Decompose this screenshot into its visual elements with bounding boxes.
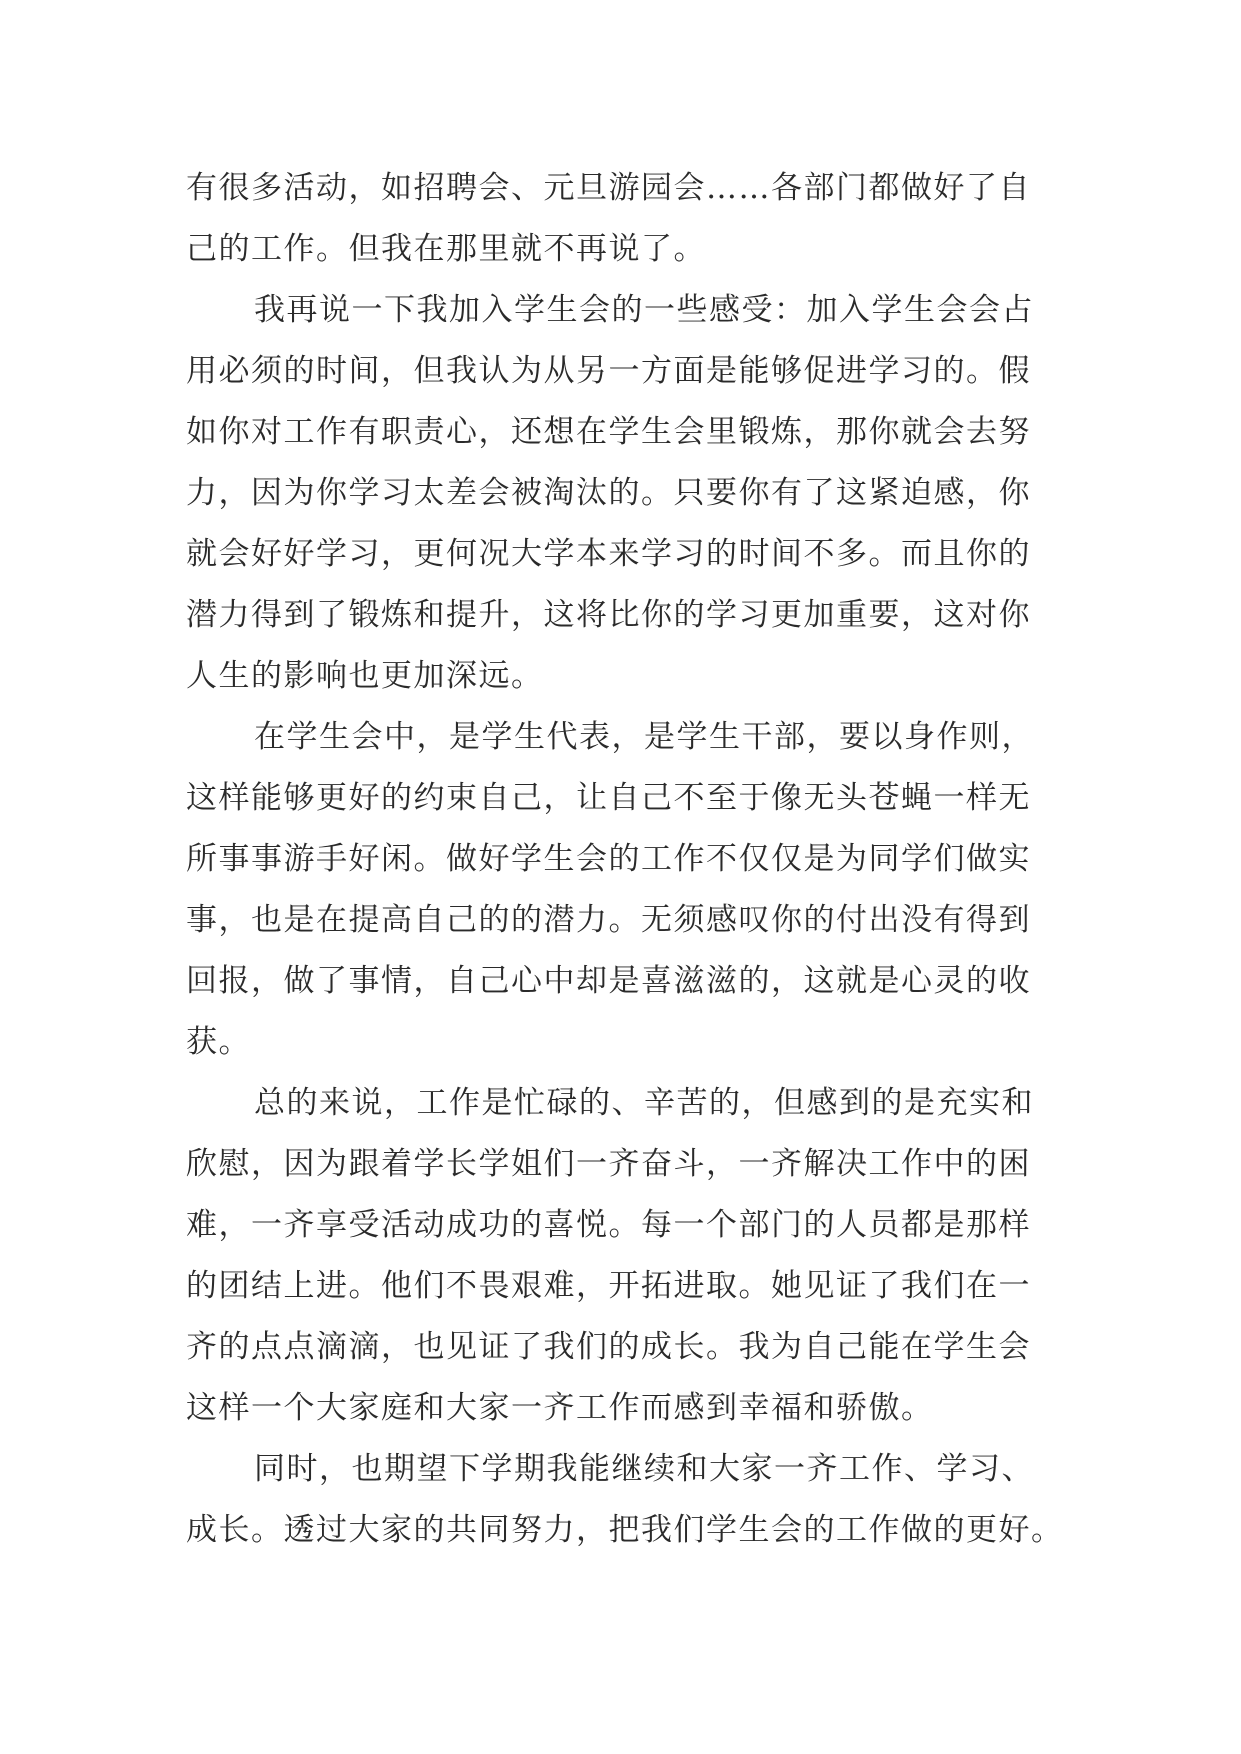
text-line: 这样能够更好的约束自己，让自己不至于像无头苍蝇一样无 bbox=[186, 780, 1031, 816]
text-line: 获。 bbox=[186, 1024, 251, 1060]
text-line: 回报，做了事情，自己心中却是喜滋滋的，这就是心灵的收 bbox=[186, 963, 1031, 999]
text-line: 成长。透过大家的共同努力，把我们学生会的工作做的更好。 bbox=[186, 1512, 1064, 1548]
text-line: 用必须的时间，但我认为从另一方面是能够促进学习的。假 bbox=[186, 353, 1031, 389]
text-line: 己的工作。但我在那里就不再说了。 bbox=[186, 231, 706, 267]
text-line: 所事事游手好闲。做好学生会的工作不仅仅是为同学们做实 bbox=[186, 841, 1031, 877]
paragraph-first-line: 我再说一下我加入学生会的一些感受：加入学生会会占 bbox=[254, 292, 1034, 328]
text-line: 事，也是在提高自己的的潜力。无须感叹你的付出没有得到 bbox=[186, 902, 1031, 938]
text-line: 齐的点点滴滴，也见证了我们的成长。我为自己能在学生会 bbox=[186, 1329, 1031, 1365]
text-line: 的团结上进。他们不畏艰难，开拓进取。她见证了我们在一 bbox=[186, 1268, 1031, 1304]
text-line: 人生的影响也更加深远。 bbox=[186, 658, 544, 694]
text-line: 这样一个大家庭和大家一齐工作而感到幸福和骄傲。 bbox=[186, 1390, 934, 1426]
text-line: 潜力得到了锻炼和提升，这将比你的学习更加重要，这对你 bbox=[186, 597, 1031, 633]
text-line: 如你对工作有职责心，还想在学生会里锻炼，那你就会去努 bbox=[186, 414, 1031, 450]
document-body bbox=[186, 158, 1066, 1561]
text-line: 欣慰，因为跟着学长学姐们一齐奋斗，一齐解决工作中的困 bbox=[186, 1146, 1031, 1182]
text-line: 就会好好学习，更何况大学本来学习的时间不多。而且你的 bbox=[186, 536, 1031, 572]
paragraph-first-line: 同时，也期望下学期我能继续和大家一齐工作、学习、 bbox=[254, 1451, 1034, 1487]
paragraph-first-line: 总的来说，工作是忙碌的、辛苦的，但感到的是充实和 bbox=[254, 1085, 1034, 1121]
text-line: 力，因为你学习太差会被淘汰的。只要你有了这紧迫感，你 bbox=[186, 475, 1031, 511]
text-line: 难，一齐享受活动成功的喜悦。每一个部门的人员都是那样 bbox=[186, 1207, 1031, 1243]
text-line: 有很多活动，如招聘会、元旦游园会……各部门都做好了自 bbox=[186, 170, 1031, 206]
paragraph-first-line: 在学生会中，是学生代表，是学生干部，要以身作则， bbox=[254, 719, 1034, 755]
